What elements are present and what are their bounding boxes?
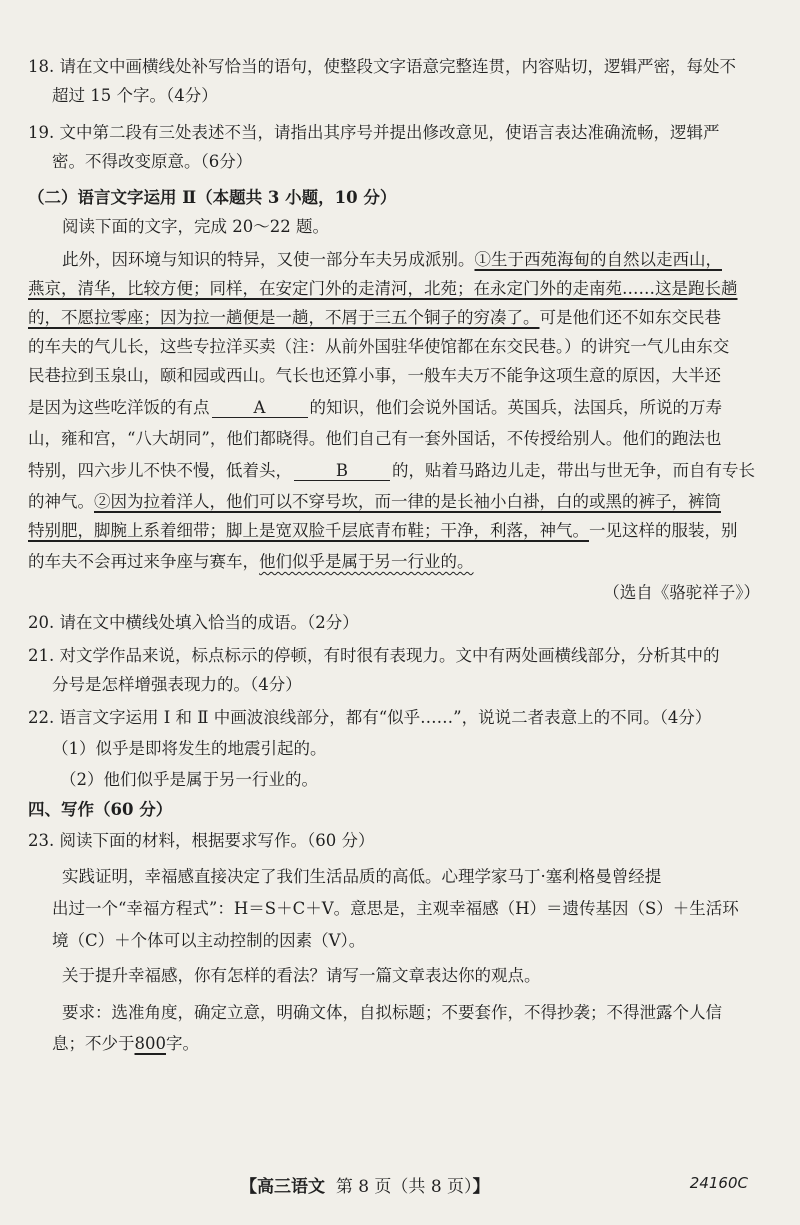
- q22-sub1: （1）似乎是即将发生的地震引起的。: [52, 739, 327, 758]
- underlined-segment-2-end: 特别肥，脚腕上系着细带；脚上是宽双脸千层底青布鞋；干净，利落，神气。: [28, 521, 589, 540]
- q21-line1: 21. 对文学作品来说，标点标示的停顿，有时很有表现力。文中有两处画横线部分，分析其中的: [28, 646, 720, 665]
- q19-line1: 19. 文中第二段有三处表述不当，请指出其序号并提出修改意见，使语言表达准确流畅，逻辑严: [28, 123, 720, 142]
- passage-line-8: 特别，四六步儿不快不慢，低着头， B 的，贴着马路边儿走，带出与世无争，而自有专长: [28, 461, 755, 480]
- requirements-line-1: 要求：选准角度，确定立意，明确文体，自拟标题；不要套作，不得抄袭；不得泄露个人信: [62, 1003, 722, 1022]
- underlined-segment-2: ②因为拉着洋人，他们可以不穿号坎，而一律的是长袖小白褂，白的或黑的裤子，裤筒: [94, 492, 721, 511]
- passage-line-9: 的神气。②因为拉着洋人，他们可以不穿号坎，而一律的是长袖小白褂，白的或黑的裤子，裤筒: [28, 492, 721, 511]
- passage-line-7: 山，雍和宫，“八大胡同”，他们都晓得。他们自己有一套外国话，不传授给别人。他们的跑法也: [28, 429, 722, 448]
- passage-line-6: 是因为这些吃洋饭的有点 A 的知识，他们会说外国话。英国兵，法国兵，所说的万寿: [28, 398, 722, 417]
- passage-line-11: 的车夫不会再过来争座与赛车，他们似乎是属于另一行业的。: [28, 552, 474, 571]
- q18-line2: 超过 15 个字。（4分）: [52, 86, 218, 105]
- passage-line-4: 的车夫的气儿长，这些专拉洋买卖（注：从前外国驻华使馆都在东交民巷。）的讲究一气儿由东交: [28, 337, 730, 356]
- page-footer: [0, 1172, 800, 1198]
- q22-sub2: （2）他们似乎是属于另一行业的。: [60, 770, 318, 789]
- blank-a[interactable]: A: [212, 399, 308, 418]
- passage-line-10: 特别肥，脚腕上系着细带；脚上是宽双脸千层底青布鞋；干净，利落，神气。一见这样的服装，别: [28, 521, 738, 540]
- section-4-heading: 四、写作（60 分）: [28, 800, 173, 819]
- q19-line2: 密。不得改变原意。（6分）: [52, 152, 253, 171]
- passage-line-2: 燕京，清华，比较方便；同样，在安定门外的走清河，北苑；在永定门外的走南苑……这是跑长趟: [28, 279, 738, 298]
- material-line-2: 出过一个“幸福方程式”：H＝S＋C＋V。意思是，主观幸福感（H）＝遗传基因（S）＋生活环: [52, 899, 739, 918]
- passage-line-5: 民巷拉到玉泉山，颐和园或西山。气长也还算小事，一般车夫万不能争这项生意的原因，大半还: [28, 366, 721, 385]
- q23-stem: 23. 阅读下面的材料，根据要求写作。（60 分）: [28, 831, 375, 850]
- footer-subject: 高三语文: [257, 1177, 325, 1197]
- blank-b[interactable]: B: [294, 462, 390, 481]
- read-instruction: 阅读下面的文字，完成 20～22 题。: [62, 217, 329, 236]
- wavy-underlined-sentence: 他们似乎是属于另一行业的。: [259, 552, 474, 571]
- q20: 20. 请在文中横线处填入恰当的成语。（2分）: [28, 613, 359, 632]
- passage-source: （选自《骆驼祥子》）: [603, 583, 760, 602]
- material-line-3: 境（C）＋个体可以主动控制的因素（V）。: [52, 931, 366, 950]
- section-2-heading: （二）语言文字运用 Ⅱ（本题共 3 小题，10 分）: [28, 188, 397, 207]
- footer-page-number: 第 8 页（共 8 页）: [335, 1177, 473, 1197]
- passage-line-1: 此外，因环境与知识的特异，又使一部分车夫另成派别。①生于西苑海甸的自然以走西山，: [62, 250, 722, 269]
- material-line-1: 实践证明，幸福感直接决定了我们生活品质的高低。心理学家马丁·塞利格曼曾经提: [62, 867, 662, 886]
- material-line-4: 关于提升幸福感，你有怎样的看法？请写一篇文章表达你的观点。: [62, 966, 541, 985]
- q22-line1: 22. 语言文字运用 Ⅰ 和 Ⅱ 中画波浪线部分，都有“似乎……”，说说二者表意上的不同。（4分）: [28, 708, 712, 727]
- q21-line2: 分号是怎样增强表现力的。（4分）: [52, 675, 302, 694]
- underlined-segment-1-end: 的，不愿拉零座；因为拉一趟便是一趟，不屑于三五个铜子的穷凑了。: [28, 308, 540, 327]
- requirements-line-2: 息；不少于800字。: [52, 1034, 199, 1053]
- q18-line1: 18. 请在文中画横线处补写恰当的语句，使整段文字语意完整连贯，内容贴切，逻辑严密，每处不: [28, 57, 736, 76]
- underlined-segment-1: ①生于西苑海甸的自然以走西山，: [474, 250, 722, 269]
- word-count: 800: [134, 1034, 166, 1053]
- footer-subject-page: 【高三语文 第 8 页（共 8 页）】: [240, 1177, 490, 1197]
- passage-line-3: 的，不愿拉零座；因为拉一趟便是一趟，不屑于三五个铜子的穷凑了。可是他们还不如东交民巷: [28, 308, 721, 327]
- footer-exam-code: 24160C: [689, 1174, 748, 1192]
